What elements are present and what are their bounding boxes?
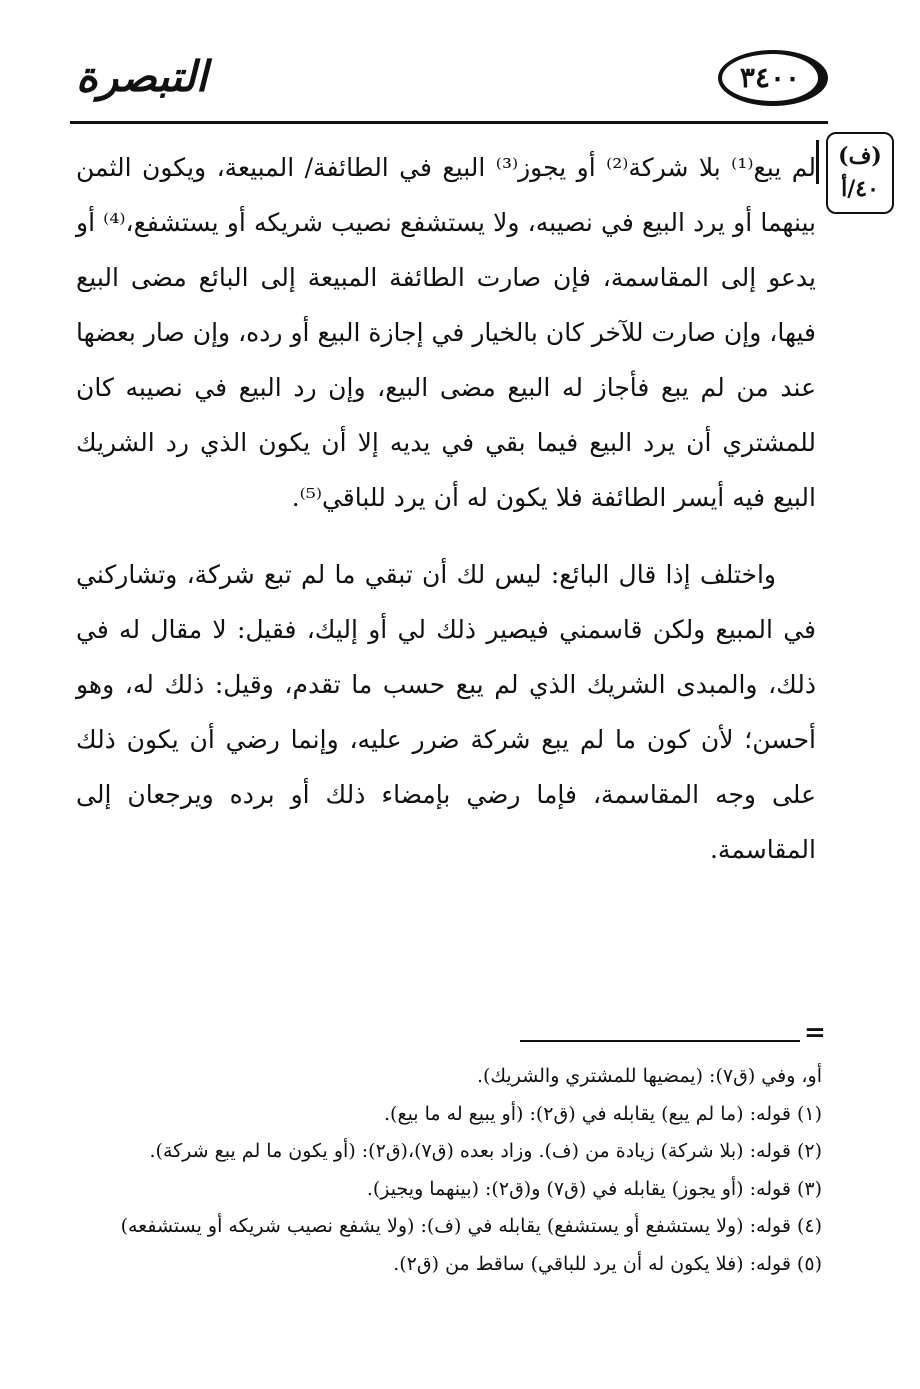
footnote-continuation: أو، وفي (ق٧): (يمضيها للمشتري والشريك). [476, 1065, 822, 1087]
footnotes [100, 1058, 822, 1283]
footnote-1: (١) قوله: (ما لم يبع) يقابله في (ق٢): (أو يبيع له ما بيع). [384, 1102, 822, 1125]
margin-bar [816, 140, 819, 184]
manuscript-folio-marker [826, 132, 894, 214]
paragraph-1: لم يبع⁽¹⁾ بلا شركة⁽²⁾ أو يجوز⁽³⁾ البيع في الطائفة/ المبيعة، ويكون الثمن بينهما أو يرد البيع في نصيبه، ولا يستشفع نصيب شريكه أو يستشفع،⁽⁴⁾ أو يدعو إلى المقاسمة، فإن صارت الطائفة المبيعة إلى البائع مضى البيع فيها، وإن صارت للآخر كان بالخيار في إجازة البيع أو رده، وإن صار بعضها عند من لم يبع فأجاز له البيع مضى البيع، وإن رد البيع في نصيبه كان للمشتري أن يرد البيع فيما بقي في يديه إلا أن يكون الذي رد الشريك البيع فيه أيسر الطائفة فلا يكون له أن يرد للباقي⁽⁵⁾. [76, 153, 816, 512]
footnote-2: (٢) قوله: (بلا شركة) زيادة من (ف). وزاد بعده (ق٧)،(ق٢): (أو يكون ما لم يبع شركة). [149, 1140, 822, 1162]
paragraph-2: واختلف إذا قال البائع: ليس لك أن تبقي ما لم تبع شركة، وتشاركني في المبيع ولكن قاسمني فيصير ذلك لي أو إليك، فقيل: لا مقال له في ذلك، والمبدى الشريك الذي لم يبع حسب ما تقدم، وقيل: ذلك له، وهو أحسن؛ لأن كون ما لم يبع شركة ضرر عليه، وإنما رضي أن يكون ذلك على وجه المقاسمة، فإما رضي بإمضاء ذلك أو برده ويرجعان إلى المقاسمة. [76, 560, 816, 864]
manuscript-siglum: (ف) [838, 143, 882, 169]
page-number: ٣٤٠٠ [739, 61, 801, 94]
footnote-5: (٥) قوله: (فلا يكون له أن يرد للباقي) ساقط من (ق٢). [393, 1252, 822, 1275]
footnote-rule [520, 1040, 800, 1042]
header-rule [70, 121, 828, 124]
main-text [76, 140, 816, 877]
book-title: التبصرة [76, 52, 208, 101]
footnote-4: (٤) قوله: (ولا يستشفع أو يستشفع) يقابله في (ف): (ولا يشفع نصيب شريكه أو يستشفعه) [120, 1215, 822, 1237]
footnote-3: (٣) قوله: (أو يجوز) يقابله في (ق٧) و(ق٢): (بينهما ويجيز). [366, 1177, 822, 1200]
page-header [70, 48, 828, 124]
folio-number: ٤٠/أ [841, 176, 879, 202]
footnote-continuation-mark: = [804, 1018, 826, 1048]
page-number-badge [718, 50, 828, 106]
